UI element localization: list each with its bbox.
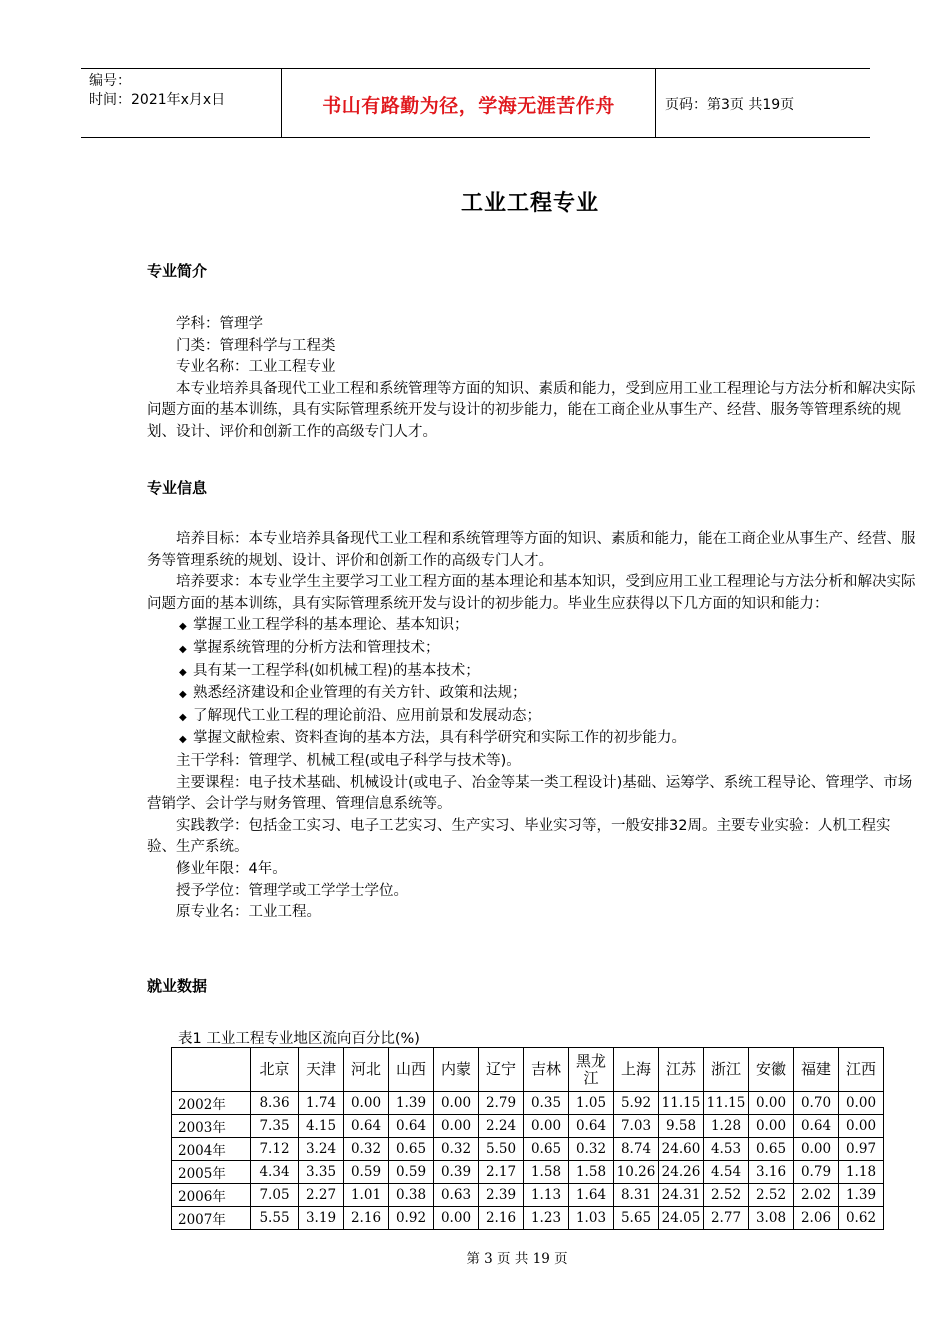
- column-header: 吉林: [524, 1048, 569, 1092]
- table-row: [172, 1115, 884, 1138]
- table-cell: 0.00: [749, 1115, 794, 1138]
- intro-name: 专业名称：工业工程专业: [176, 359, 336, 376]
- table-cell: 0.97: [839, 1138, 884, 1161]
- bullet-icon: ◆: [179, 689, 187, 701]
- table-row: [172, 1092, 884, 1115]
- table-cell: 2.17: [479, 1161, 524, 1184]
- page-header: [81, 68, 870, 138]
- table-cell: 2.77: [704, 1207, 749, 1230]
- table-cell: 3.08: [749, 1207, 794, 1230]
- bullet-text: 熟悉经济建设和企业管理的有关方针、政策和法规；: [193, 685, 527, 702]
- table-cell: 1.13: [524, 1184, 569, 1207]
- table-cell: 4.15: [299, 1115, 344, 1138]
- info-former-name: 原专业名：工业工程。: [176, 904, 321, 921]
- table-cell: 1.03: [569, 1207, 614, 1230]
- table-cell: 0.39: [434, 1161, 479, 1184]
- bullet-icon: ◆: [179, 711, 187, 723]
- table-cell: 2.16: [479, 1207, 524, 1230]
- column-header: 江苏: [659, 1048, 704, 1092]
- table-cell: 0.00: [434, 1115, 479, 1138]
- table-cell: 0.00: [839, 1092, 884, 1115]
- page-footer: 第 3 页 共 19 页: [466, 1251, 568, 1267]
- table-cell: 3.16: [749, 1161, 794, 1184]
- table-cell: 2.27: [299, 1184, 344, 1207]
- list-item: [147, 615, 919, 638]
- table-cell: 24.05: [659, 1207, 704, 1230]
- info-main-courses: 主要课程：电子技术基础、机械设计(或电子、冶金等某一类工程设计)基础、运筹学、系统工程导论、管理学、市场营销学、会计学与财务管理、管理信息系统等。: [147, 774, 913, 813]
- region-flow-table: [171, 1047, 884, 1230]
- table-cell: 0.64: [389, 1115, 434, 1138]
- table-cell: 1.05: [569, 1092, 614, 1115]
- header-page-info: 页码：第3页 共19页: [665, 97, 795, 113]
- number-label: 编号：: [89, 73, 131, 89]
- column-header: 福建: [794, 1048, 839, 1092]
- table-cell: 1.23: [524, 1207, 569, 1230]
- table-cell: 0.00: [434, 1092, 479, 1115]
- table-cell: 5.50: [479, 1138, 524, 1161]
- table-cell: 7.35: [251, 1115, 299, 1138]
- table-cell: 3.24: [299, 1138, 344, 1161]
- column-header: 黑龙江: [569, 1048, 614, 1092]
- table-cell: 0.00: [524, 1115, 569, 1138]
- table-row: [172, 1207, 884, 1230]
- header-motto: 书山有路勤为径，学海无涯苦作舟: [322, 95, 615, 117]
- bullet-icon: ◆: [179, 666, 187, 678]
- date-label: 时间：2021年x月x日: [89, 92, 226, 108]
- table-cell: 1.58: [569, 1161, 614, 1184]
- info-practice: 实践教学：包括金工实习、电子工艺实习、生产实习、毕业实习等，一般安排32周。主要专业实验：人机工程实验、生产系统。: [147, 817, 891, 856]
- section-heading-employment: 就业数据: [147, 977, 208, 995]
- table-cell: 0.63: [434, 1184, 479, 1207]
- bullet-text: 掌握工业工程学科的基本理论、基本知识；: [193, 617, 469, 634]
- intro-category: 门类：管理科学与工程类: [176, 337, 336, 354]
- intro-block: [147, 314, 919, 444]
- column-header: 浙江: [704, 1048, 749, 1092]
- table-cell: 8.31: [614, 1184, 659, 1207]
- column-header: 安徽: [749, 1048, 794, 1092]
- table-cell: 1.28: [704, 1115, 749, 1138]
- table-row: [172, 1161, 884, 1184]
- table-cell: 0.64: [344, 1115, 389, 1138]
- table-cell: 10.26: [614, 1161, 659, 1184]
- list-item: [147, 706, 919, 729]
- table-cell: 1.58: [524, 1161, 569, 1184]
- table-cell: 2.52: [704, 1184, 749, 1207]
- table-cell: 24.26: [659, 1161, 704, 1184]
- table-cell: 8.74: [614, 1138, 659, 1161]
- table-cell: 0.00: [434, 1207, 479, 1230]
- list-item: [147, 661, 919, 684]
- table-cell: 0.65: [389, 1138, 434, 1161]
- table-cell: 11.15: [659, 1092, 704, 1115]
- table-cell: 0.64: [794, 1115, 839, 1138]
- table-row: [172, 1138, 884, 1161]
- table-header-row: [172, 1048, 884, 1092]
- table-cell: 3.19: [299, 1207, 344, 1230]
- row-year: 2006年: [172, 1184, 251, 1207]
- table-cell: 4.54: [704, 1161, 749, 1184]
- table-cell: 0.59: [344, 1161, 389, 1184]
- table-cell: 1.64: [569, 1184, 614, 1207]
- intro-subject: 学科：管理学: [176, 316, 263, 332]
- bullet-text: 了解现代工业工程的理论前沿、应用前景和发展动态；: [193, 707, 541, 724]
- table-row: [172, 1184, 884, 1207]
- table-cell: 2.79: [479, 1092, 524, 1115]
- column-header: 天津: [299, 1048, 344, 1092]
- row-year: 2002年: [172, 1092, 251, 1115]
- list-item: [147, 638, 919, 661]
- table-cell: 3.35: [299, 1161, 344, 1184]
- table-cell: 2.52: [749, 1184, 794, 1207]
- bullet-text: 掌握文献检索、资料查询的基本方法，具有科学研究和实际工作的初步能力。: [193, 730, 686, 747]
- table-cell: 0.32: [344, 1138, 389, 1161]
- table-cell: 0.70: [794, 1092, 839, 1115]
- table-cell: 0.00: [749, 1092, 794, 1115]
- table-cell: 0.00: [794, 1138, 839, 1161]
- table-cell: 0.00: [839, 1115, 884, 1138]
- table-cell: 11.15: [704, 1092, 749, 1115]
- list-item: [147, 728, 919, 751]
- table-cell: 7.05: [251, 1184, 299, 1207]
- table-caption: 表1 工业工程专业地区流向百分比(%): [178, 1031, 420, 1047]
- bullet-icon: ◆: [179, 621, 187, 633]
- table-cell: 0.00: [344, 1092, 389, 1115]
- bullet-icon: ◆: [179, 734, 187, 746]
- table-cell: 5.65: [614, 1207, 659, 1230]
- table-cell: 24.31: [659, 1184, 704, 1207]
- document-title: 工业工程专业: [460, 191, 599, 216]
- table-cell: 2.39: [479, 1184, 524, 1207]
- table-corner-cell: [172, 1048, 251, 1092]
- table-cell: 0.65: [524, 1138, 569, 1161]
- info-degree: 授予学位：管理学或工学学士学位。: [176, 882, 408, 899]
- table-cell: 0.62: [839, 1207, 884, 1230]
- info-requirement: 培养要求：本专业学生主要学习工业工程方面的基本理论和基本知识，受到应用工业工程理论与方法分析和解决实际问题方面的基本训练，具有实际管理系统开发与设计的初步能力。毕业生应获得以下几方面的知识和能力：: [147, 574, 916, 612]
- column-header: 内蒙: [434, 1048, 479, 1092]
- section-heading-info: 专业信息: [147, 479, 208, 497]
- table-cell: 1.39: [389, 1092, 434, 1115]
- table-cell: 4.53: [704, 1138, 749, 1161]
- table-cell: 24.60: [659, 1138, 704, 1161]
- header-divider: [655, 69, 656, 137]
- info-main-subjects: 主干学科：管理学、机械工程(或电子科学与技术等)。: [176, 752, 521, 769]
- table-cell: 0.92: [389, 1207, 434, 1230]
- list-item: [147, 683, 919, 706]
- info-goal: 培养目标：本专业培养具备现代工业工程和系统管理等方面的知识、素质和能力，能在工商企业从事生产、经营、服务等管理系统的规划、设计、评价和创新工作的高级专门人才。: [147, 531, 916, 569]
- bullet-text: 具有某一工程学科(如机械工程)的基本技术；: [193, 662, 480, 679]
- table-cell: 8.36: [251, 1092, 299, 1115]
- table-cell: 2.06: [794, 1207, 839, 1230]
- table-cell: 0.79: [794, 1161, 839, 1184]
- bullet-icon: ◆: [179, 643, 187, 655]
- info-block: [147, 529, 919, 924]
- column-header: 河北: [344, 1048, 389, 1092]
- table-cell: 7.03: [614, 1115, 659, 1138]
- section-heading-intro: 专业简介: [147, 262, 208, 280]
- table-cell: 1.18: [839, 1161, 884, 1184]
- table-cell: 1.74: [299, 1092, 344, 1115]
- column-header: 山西: [389, 1048, 434, 1092]
- table-cell: 5.92: [614, 1092, 659, 1115]
- header-meta: [89, 72, 225, 110]
- table-cell: 9.58: [659, 1115, 704, 1138]
- table-cell: 0.65: [749, 1138, 794, 1161]
- table-cell: 5.55: [251, 1207, 299, 1230]
- table-cell: 2.02: [794, 1184, 839, 1207]
- column-header: 上海: [614, 1048, 659, 1092]
- row-year: 2003年: [172, 1115, 251, 1138]
- table-cell: 0.35: [524, 1092, 569, 1115]
- table-cell: 0.38: [389, 1184, 434, 1207]
- table-cell: 0.32: [569, 1138, 614, 1161]
- table-cell: 1.01: [344, 1184, 389, 1207]
- row-year: 2007年: [172, 1207, 251, 1230]
- row-year: 2005年: [172, 1161, 251, 1184]
- table-cell: 7.12: [251, 1138, 299, 1161]
- table-cell: 1.39: [839, 1184, 884, 1207]
- table-cell: 0.32: [434, 1138, 479, 1161]
- column-header: 辽宁: [479, 1048, 524, 1092]
- bullet-text: 掌握系统管理的分析方法和管理技术；: [193, 639, 440, 656]
- column-header: 江西: [839, 1048, 884, 1092]
- row-year: 2004年: [172, 1138, 251, 1161]
- column-header: 北京: [251, 1048, 299, 1092]
- table-cell: 0.64: [569, 1115, 614, 1138]
- table-cell: 2.24: [479, 1115, 524, 1138]
- info-duration: 修业年限：4年。: [176, 860, 287, 877]
- table-cell: 0.59: [389, 1161, 434, 1184]
- intro-description: 本专业培养具备现代工业工程和系统管理等方面的知识、素质和能力，受到应用工业工程理论与方法分析和解决实际问题方面的基本训练，具有实际管理系统开发与设计的初步能力，能在工商企业从事生产、经营、服务等管理系统的规划、设计、评价和创新工作的高级专门人才。: [147, 380, 916, 440]
- table-cell: 4.34: [251, 1161, 299, 1184]
- table-cell: 2.16: [344, 1207, 389, 1230]
